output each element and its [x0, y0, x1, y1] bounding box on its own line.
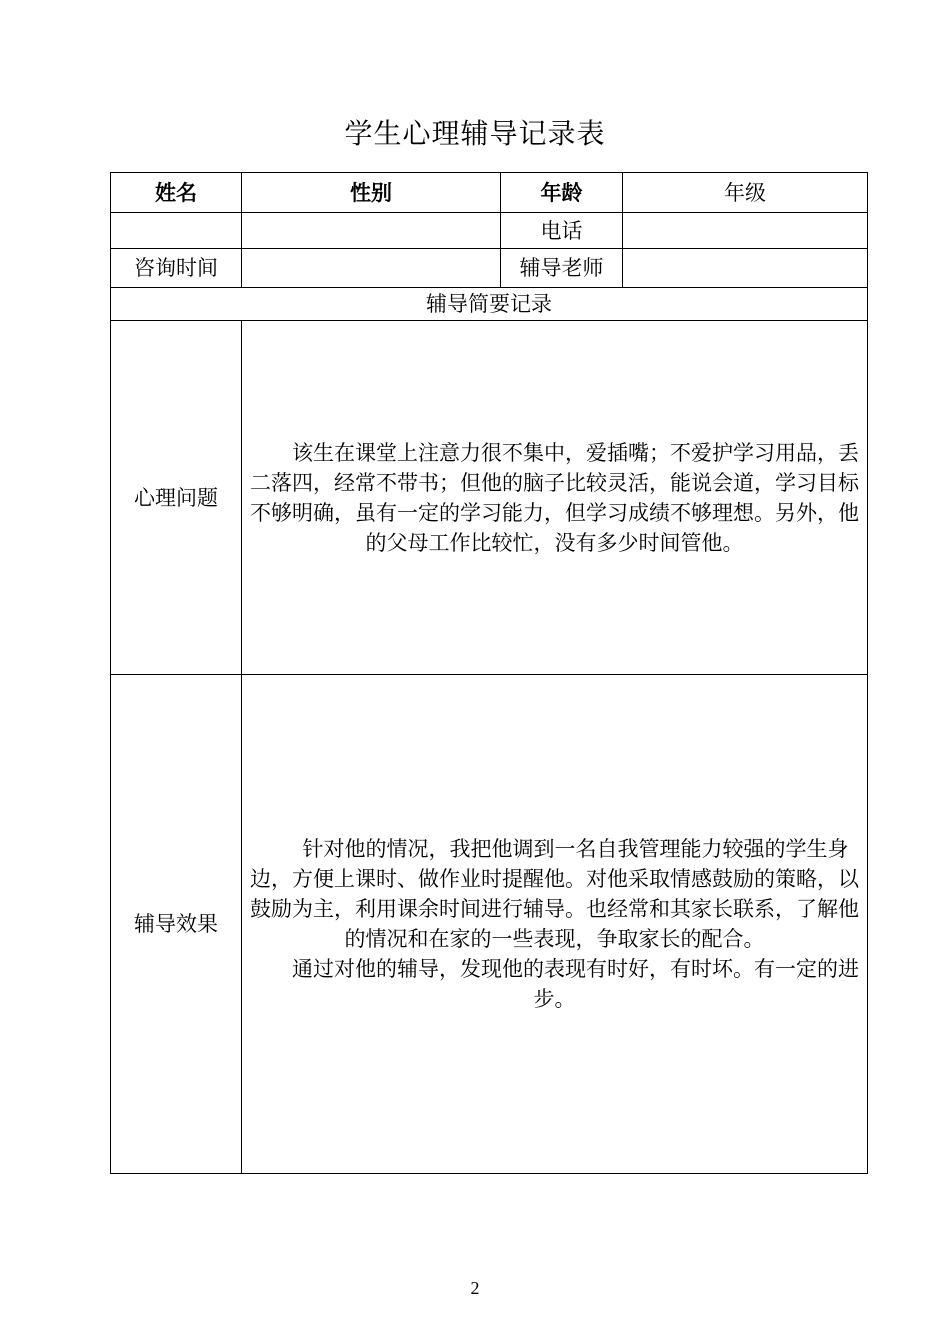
summary-label: 辅导简要记录	[111, 288, 868, 321]
age-label: 年龄	[501, 173, 623, 213]
consult-row	[111, 249, 868, 288]
grade-label: 年级	[623, 173, 868, 213]
effect-paragraph: 通过对他的辅导，发现他的表现有时好，有时坏。有一定的进步。	[292, 957, 859, 1011]
header-row	[111, 173, 868, 213]
empty-cell	[111, 213, 242, 249]
summary-row	[111, 288, 868, 321]
problem-row	[111, 321, 868, 675]
counseling-record-table	[110, 172, 868, 1174]
effect-label: 辅导效果	[111, 675, 242, 1174]
phone-value-cell	[623, 213, 868, 249]
consult-time-value-cell	[242, 249, 501, 288]
empty-cell	[242, 213, 501, 249]
problem-content	[242, 321, 868, 675]
effect-paragraph: 针对他的情况，我把他调到一名自我管理能力较强的学生身边，方便上课时、做作业时提醒他。对他采取情感鼓励的策略，以鼓励为主，利用课余时间进行辅导。也经常和其家长联系，了解他的情况和在家的一些表现，争取家长的配合。	[250, 837, 859, 951]
counselor-label: 辅导老师	[501, 249, 623, 288]
problem-label: 心理问题	[111, 321, 242, 675]
gender-label: 性别	[242, 173, 501, 213]
problem-paragraph: 该生在课堂上注意力很不集中，爱插嘴；不爱护学习用品，丢二落四，经常不带书；但他的脑子比较灵活，能说会道，学习目标不够明确，虽有一定的学习能力，但学习成绩不够理想。另外，他的父母工作比较忙，没有多少时间管他。	[250, 440, 859, 555]
effect-row	[111, 675, 868, 1174]
effect-content	[242, 675, 868, 1174]
name-label: 姓名	[111, 173, 242, 213]
consult-time-label: 咨询时间	[111, 249, 242, 288]
counselor-value-cell	[623, 249, 868, 288]
phone-row	[111, 213, 868, 249]
phone-label: 电话	[501, 213, 623, 249]
page-number: 2	[470, 1278, 480, 1298]
page-title: 学生心理辅导记录表	[344, 117, 606, 150]
